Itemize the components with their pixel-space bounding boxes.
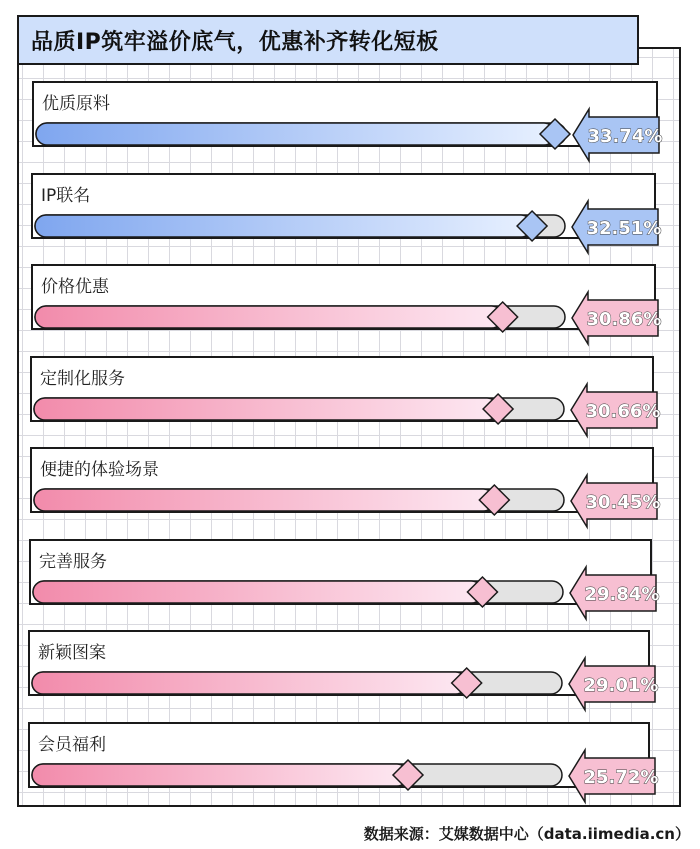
category-label: IP联名 [41,186,91,206]
value-label: 33.74% [587,126,663,147]
category-label: 便捷的体验场景 [40,460,159,480]
value-label: 29.84% [584,584,660,605]
value-label: 32.51% [586,218,662,239]
category-label: 优质原料 [42,94,110,114]
value-label: 30.45% [585,492,661,513]
bar [33,581,482,603]
value-label: 30.86% [586,309,662,330]
category-label: 完善服务 [39,552,107,572]
bar [35,215,532,237]
bar [34,489,494,511]
chart-title: 品质IP筑牢溢价底气，优惠补齐转化短板 [31,29,439,55]
category-label: 会员福利 [38,735,106,755]
bar [32,672,467,694]
data-source: 数据来源：艾媒数据中心（data.iimedia.cn） [363,825,690,843]
bar [34,398,498,420]
bar [35,306,503,328]
category-label: 定制化服务 [40,369,125,389]
bar [32,764,408,786]
value-label: 25.72% [583,767,659,788]
value-label: 29.01% [583,675,659,696]
value-label: 30.66% [585,401,661,422]
category-label: 价格优惠 [41,277,109,297]
bar [36,123,555,145]
category-label: 新颖图案 [38,643,106,663]
